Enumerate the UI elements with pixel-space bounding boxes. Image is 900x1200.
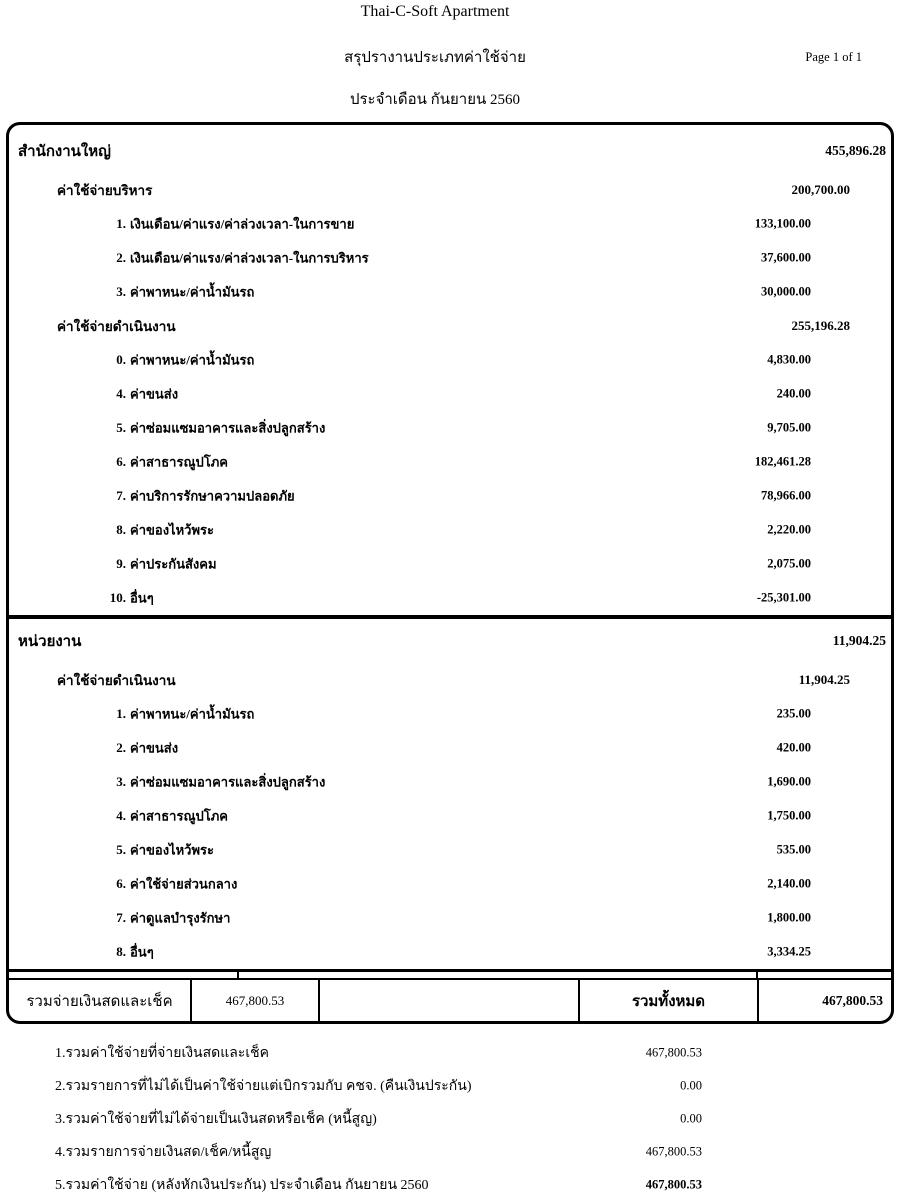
expense-item-row <box>9 697 891 731</box>
page-indicator: Page 1 of 1 <box>805 50 862 64</box>
group-name: ค่าใช้จ่ายดำเนินงาน <box>57 673 176 688</box>
expense-item-row <box>9 547 891 581</box>
item-amount: 1,750.00 <box>767 808 811 823</box>
item-label: ค่าใช้จ่ายส่วนกลาง <box>130 876 238 892</box>
item-number: 4. <box>116 808 126 823</box>
item-label: ค่าพาหนะ/ค่าน้ำมันรถ <box>130 352 255 368</box>
item-number: 4. <box>116 386 126 401</box>
footnote-label: 4.รวมรายการจ่ายเงินสด/เช็ค/หนี้สูญ <box>55 1144 272 1160</box>
item-label: ค่าบริการรักษาความปลอดภัย <box>130 488 295 504</box>
footnote-label: 2.รวมรายการที่ไม่ได้เป็นค่าใช้จ่ายแต่เบิกรวมกับ คชจ. (คืนเงินประกัน) <box>55 1078 472 1094</box>
table-body <box>9 125 891 969</box>
footnote-amount: 0.00 <box>680 1111 702 1125</box>
item-number: 7. <box>116 910 126 925</box>
expense-item-row <box>9 445 891 479</box>
report-title: สรุปรางานประเภทค่าใช้จ่าย <box>344 50 526 66</box>
item-number: 10. <box>109 590 126 605</box>
summary-cash-check-amount: 467,800.53 <box>190 980 318 1021</box>
group-name: ค่าใช้จ่ายดำเนินงาน <box>57 319 176 334</box>
item-label: ค่าประกันสังคม <box>130 556 217 572</box>
summary-cash-check-label: รวมจ่ายเงินสดและเช็ค <box>26 993 173 1010</box>
item-number: 8. <box>116 522 126 537</box>
item-label: ค่าของไหว้พระ <box>130 842 214 858</box>
expense-item-row <box>9 241 891 275</box>
expense-item-row <box>9 867 891 901</box>
item-label: ค่าซ่อมแซมอาคารและสิ่งปลูกสร้าง <box>130 774 326 790</box>
item-number: 6. <box>116 454 126 469</box>
expense-item-row <box>9 581 891 615</box>
item-number: 0. <box>116 352 126 367</box>
expense-item-row <box>9 411 891 445</box>
footnote-row <box>0 1036 900 1069</box>
expense-item-row <box>9 731 891 765</box>
footnote-row <box>0 1168 900 1200</box>
item-amount: 235.00 <box>776 706 811 721</box>
rule-tick <box>237 972 239 978</box>
group-name: ค่าใช้จ่ายบริหาร <box>57 183 153 198</box>
item-amount: 420.00 <box>776 740 811 755</box>
footnote-amount: 467,800.53 <box>645 1144 702 1158</box>
expense-group-row <box>9 309 891 343</box>
summary-empty-cell <box>318 980 578 1021</box>
expense-item-row <box>9 275 891 309</box>
company-name: Thai-C-Soft Apartment <box>360 3 510 20</box>
item-label: ค่าสาธารณูปโภค <box>130 454 229 470</box>
item-label: ค่าซ่อมแซมอาคารและสิ่งปลูกสร้าง <box>130 420 326 436</box>
section-block <box>9 619 891 969</box>
item-label: เงินเดือน/ค่าแรง/ค่าล่วงเวลา-ในการขาย <box>130 216 355 232</box>
item-label: ค่าสาธารณูปโภค <box>130 808 229 824</box>
item-number: 2. <box>116 250 126 265</box>
footnote-label: 5.รวมค่าใช้จ่าย (หลังหักเงินประกัน) ประจำเดือน กันยายน 2560 <box>55 1177 429 1193</box>
item-number: 9. <box>116 556 126 571</box>
section-total-amount: 11,904.25 <box>832 633 886 648</box>
item-number: 1. <box>116 706 126 721</box>
item-amount: 1,800.00 <box>767 910 811 925</box>
footnote-row <box>0 1102 900 1135</box>
footnotes <box>0 1036 900 1200</box>
item-number: 2. <box>116 740 126 755</box>
item-amount: 240.00 <box>776 386 811 401</box>
item-amount: 182,461.28 <box>754 454 811 469</box>
item-amount: 78,966.00 <box>761 488 811 503</box>
item-amount: 3,334.25 <box>767 944 811 959</box>
item-label: เงินเดือน/ค่าแรง/ค่าล่วงเวลา-ในการบริหาร <box>130 250 369 266</box>
item-number: 8. <box>116 944 126 959</box>
item-amount: 4,830.00 <box>767 352 811 367</box>
expense-item-row <box>9 207 891 241</box>
item-label: ค่าของไหว้พระ <box>130 522 214 538</box>
item-amount: 133,100.00 <box>754 216 811 231</box>
expense-item-row <box>9 513 891 547</box>
item-amount: 30,000.00 <box>761 284 811 299</box>
expense-item-row <box>9 479 891 513</box>
item-number: 7. <box>116 488 126 503</box>
section-name: สำนักงานใหญ่ <box>18 144 111 160</box>
item-number: 1. <box>116 216 126 231</box>
item-amount: 1,690.00 <box>767 774 811 789</box>
group-total-amount: 11,904.25 <box>798 672 850 687</box>
section-header-row <box>9 619 891 663</box>
item-number: 5. <box>116 842 126 857</box>
footnote-label: 1.รวมค่าใช้จ่ายที่จ่ายเงินสดและเช็ค <box>55 1045 270 1061</box>
summary-top-double-rule <box>9 969 891 980</box>
footnote-amount: 467,800.53 <box>645 1177 702 1191</box>
footnote-row <box>0 1135 900 1168</box>
footnote-row <box>0 1069 900 1102</box>
item-number: 3. <box>116 774 126 789</box>
item-amount: -25,301.00 <box>756 590 811 605</box>
report-period: ประจำเดือน กันยายน 2560 <box>349 92 521 108</box>
expense-item-row <box>9 901 891 935</box>
item-number: 3. <box>116 284 126 299</box>
rule-tick <box>756 972 758 978</box>
expense-item-row <box>9 765 891 799</box>
expense-group-row <box>9 663 891 697</box>
item-label: ค่าพาหนะ/ค่าน้ำมันรถ <box>130 284 255 300</box>
item-label: ค่าดูแลบำรุงรักษา <box>130 910 231 926</box>
group-total-amount: 255,196.28 <box>791 318 850 333</box>
item-number: 6. <box>116 876 126 891</box>
expense-item-row <box>9 343 891 377</box>
expense-group-row <box>9 173 891 207</box>
expense-item-row <box>9 935 891 969</box>
item-number: 5. <box>116 420 126 435</box>
item-label: ค่าพาหนะ/ค่าน้ำมันรถ <box>130 706 255 722</box>
item-label: อื่นๆ <box>130 944 154 960</box>
item-label: อื่นๆ <box>130 590 154 606</box>
summary-row <box>9 980 891 1021</box>
item-amount: 37,600.00 <box>761 250 811 265</box>
item-amount: 2,140.00 <box>767 876 811 891</box>
item-amount: 535.00 <box>776 842 811 857</box>
item-amount: 2,075.00 <box>767 556 811 571</box>
section-block <box>9 129 891 615</box>
group-total-amount: 200,700.00 <box>791 182 850 197</box>
expense-item-row <box>9 377 891 411</box>
footnote-amount: 467,800.53 <box>645 1045 702 1059</box>
expense-item-row <box>9 799 891 833</box>
section-header-row <box>9 129 891 173</box>
footnote-amount: 0.00 <box>680 1078 702 1092</box>
item-amount: 9,705.00 <box>767 420 811 435</box>
summary-grand-total-amount: 467,800.53 <box>757 980 891 1021</box>
footnote-label: 3.รวมค่าใช้จ่ายที่ไม่ได้จ่ายเป็นเงินสดหรือเช็ค (หนี้สูญ) <box>55 1111 377 1127</box>
item-label: ค่าขนส่ง <box>130 386 179 402</box>
item-label: ค่าขนส่ง <box>130 740 179 756</box>
expense-item-row <box>9 833 891 867</box>
section-name: หน่วยงาน <box>18 634 82 650</box>
expense-table <box>6 122 894 1024</box>
section-total-amount: 455,896.28 <box>825 143 886 158</box>
summary-grand-total-label: รวมทั้งหมด <box>578 980 757 1021</box>
item-amount: 2,220.00 <box>767 522 811 537</box>
